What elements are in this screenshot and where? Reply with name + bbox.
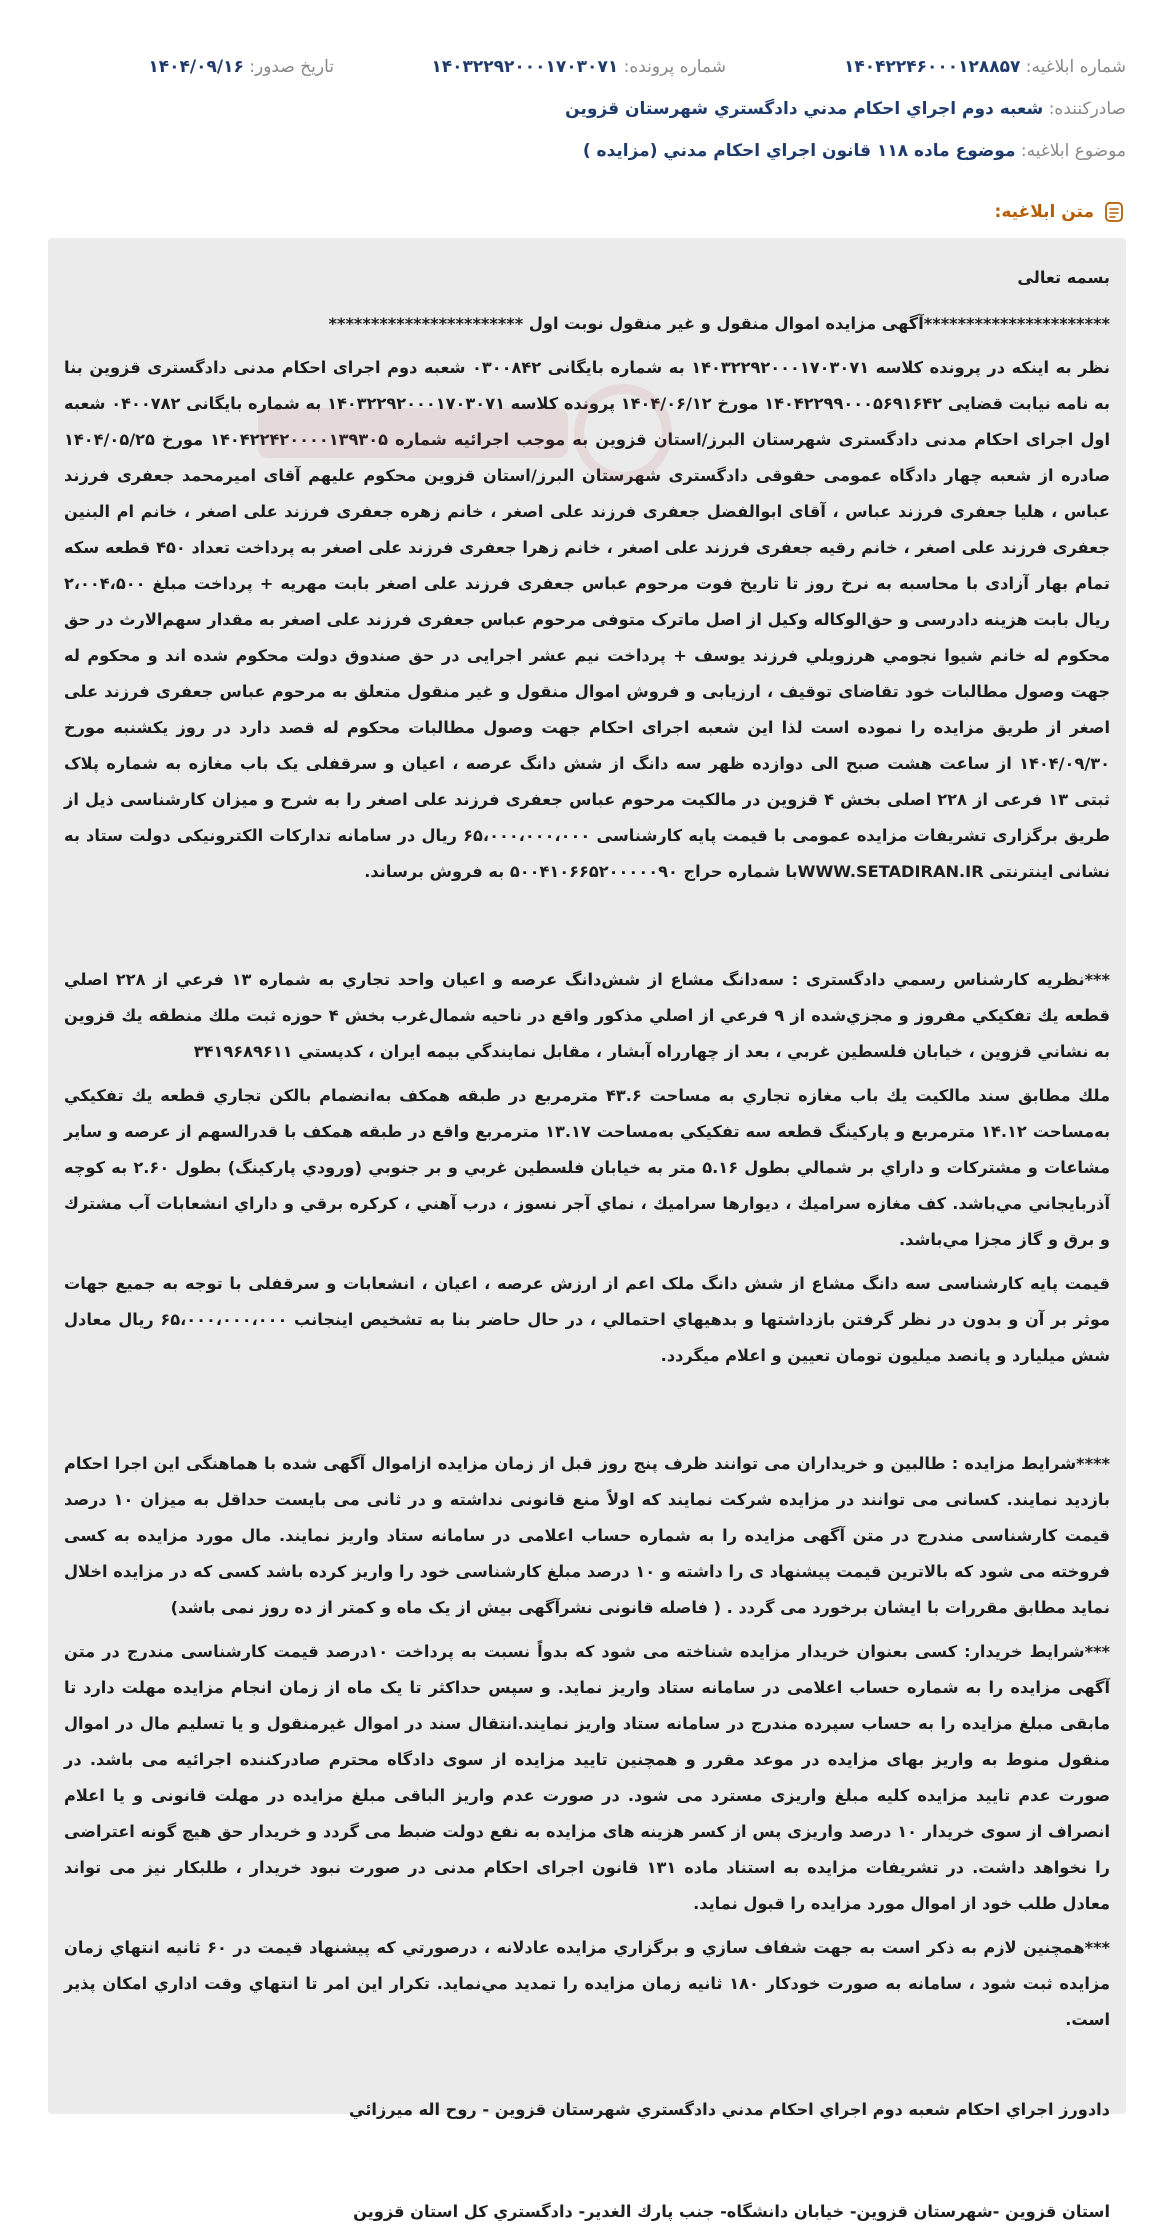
notice-number-label: شماره ابلاغیه: [1025,57,1126,77]
subject-value: موضوع ماده ۱۱۸ قانون اجراي احکام مدني (مزایده ) [582,141,1016,161]
body-paragraph: **********************آگهی مزایده اموال منقول و غیر منقول نوبت اول *********************** [328,314,1110,333]
body-paragraph: ***شرایط خریدار: کسی بعنوان خریدار مزایده شناخته می شود که بدواً نسبت به پرداخت ۱۰درصد قیمت کارشناسی مندرج در متن آگهی مزایده را به شماره حساب اعلامی در سامانه ستاد واریز نماید. و سپس حداکثر تا یک ماه از زمان انجام مزایده مهلت دارد تا مابقی مبلغ مزایده را به حساب سپرده مندرج در سامانه ستاد واریز نمایند.انتقال سند در اموال غیرمنقول و یا تسلیم مال در اموال منقول منوط به واریز بهای مزایده در موعد مقرر و همچنین تایید مزایده از سوی دادگاه محترم صادرکننده اجرائیه می باشد. در صورت عدم تایید مزایده کلیه مبلغ واریزی مسترد می شود. در صورت عدم واریز الباقی مبلغ مزایده در مهلت قانونی و یا اعلام انصراف از سوی خریدار ۱۰ درصد واریزی پس از کسر هزینه های مزایده به نفع دولت ضبط می گردد و خریدار حق هیچ گونه اعتراضی را نخواهد داشت. در تشریفات مزایده به استناد ماده ۱۳۱ قانون اجرای احکام مدنی در صورت نبود خریدار ، طلبکار نیز می تواند معادل طلب خود از اموال مورد مزایده را قبول نماید. [64,1642,1110,1913]
issuer-value: شعبه دوم اجراي احكام مدني دادگستري شهرستان قزوين [565,99,1044,119]
case-number [431,56,726,78]
document-icon [1102,200,1126,224]
subject-row [48,140,1126,162]
issue-date-label: تاریخ صدور: [249,57,334,77]
signatory: دادورز اجراي احكام شعبه دوم اجراي احكام مدني دادگستري شهرستان قزوين - روح اله ميرزائي [348,2100,1110,2119]
issuer-label: صادرکننده: [1048,99,1126,119]
body-paragraph: ***همچنین لازم به ذکر است به جهت شفاف سازي و برگزاري مزايده عادلانه ، درصورتي كه پيشنهاد قيمت در ۶۰ ثانيه انتهاي زمان مزايده ثبت شود ، سامانه به صورت خودكار ۱۸۰ ثانيه زمان مزايده را تمديد مي‌نمايد. تكرار اين امر تا انتهاي وقت اداري امكان پذير است. [64,1938,1110,2029]
notice-number [844,56,1126,78]
section-title [995,200,1126,224]
body-paragraph: بسمه تعالی [1017,268,1110,287]
issuer-row [48,98,1126,120]
section-title-label: متن ابلاغیه: [994,202,1094,222]
body-paragraph: ****شرایط مزایده : طالبین و خریداران می توانند ظرف پنج روز قبل از زمان مزایده ازاموال آگهی شده با هماهنگی این اجرا احکام بازدید نمایند. کسانی می توانند در مزایده شرکت نمایند که اولاً منع قانونی نداشته و در ثانی می بایست حداقل به میزان ۱۰ درصد قیمت کارشناسی مندرج در متن آگهی مزایده را به شماره حساب اعلامی در سامانه ستاد واریز نمایند. مال مورد مزایده به کسی فروخته می شود که بالاترین قیمت پیشنهاد ی را داشته و ۱۰ درصد مبلغ کارشناسی خود را واریز کرده باشد کسی که در مزایده اخلال نماید مطابق مقررات با ایشان برخورد می گردد . ( فاصله قانونی نشرآگهی بیش از یک ماه و کمتر از ده روز نمی باشد) [64,1454,1111,1617]
body-paragraph: قيمت پايه كارشناسی سه دانگ مشاع از شش دانگ ملک اعم از ارزش عرصه ، اعيان ، انشعابات و سرقفلی با توجه به جميع جهات موثر بر آن و بدون در نظر گرفتن بازداشتها و بدهيهاي احتمالي ، در حال حاضر بنا به تشخيص اينجانب ۶۵،۰۰۰،۰۰۰،۰۰۰ ريال معادل شش ميليارد و پانصد ميليون تومان تعيين و اعلام ميگردد. [64,1274,1110,1365]
issue-date [148,56,334,78]
notice-number-value: ۱۴۰۴۲۲۴۶۰۰۰۱۲۸۸۵۷ [843,57,1021,77]
notice-meta-row [48,56,1126,82]
subject-label: موضوع ابلاغیه: [1020,141,1126,161]
case-number-label: شماره پرونده: [623,57,726,77]
body-paragraph: نظر به اینکه در پرونده کلاسه ۱۴۰۳۲۲۹۲۰۰۰۱۷۰۳۰۷۱ به شماره بایگانی ۰۳۰۰۸۴۲ شعبه دوم اجرای احکام مدنی دادگستری قزوین بنا به نامه نیابت قضایی ۱۴۰۴۲۲۹۹۰۰۰۵۶۹۱۶۴۲ مورخ ۱۴۰۴/۰۶/۱۲ پرونده کلاسه ۱۴۰۳۲۲۹۲۰۰۰۱۷۰۳۰۷۱ به شماره بایگانی ۰۴۰۰۷۸۲ شعبه اول اجرای احکام مدنی دادگستری شهرستان البرز/استان قزوین به موجب اجرائیه شماره ۱۴۰۴۲۲۴۲۰۰۰۰۱۳۹۳۰۵ مورخ ۱۴۰۴/۰۵/۲۵ صادره از شعبه چهار دادگاه عمومی حقوقی دادگستری شهرستان البرز/استان قزوین محکوم علیهم آقای امیرمحمد جعفری فرزند عباس ، هلیا جعفری فرزند عباس ، آقای ابوالفضل جعفری فرزند علی اصغر ، خانم زهره جعفری فرزند علی اصغر ، خانم ام البنین جعفری فرزند علی اصغر ، خانم رقیه جعفری فرزند علی اصغر ، خانم زهرا جعفری فرزند علی اصغر به پرداخت تعداد ۴۵۰ قطعه سکه تمام بهار آزادی با محاسبه به نرخ روز تا تاریخ فوت مرحوم عباس جعفری فرزند علی اصغر بابت مهریه + پرداخت مبلغ ۲،۰۰۴،۵۰۰ ریال بابت هزینه دادرسی و حق‌الوکاله وکیل از اصل ماترک متوفی مرحوم عباس جعفری فرزند علی اصغر به مقدار سهم‌الارث در حق محکوم له خانم شیوا نجومي هرزويلي فرزند یوسف + پرداخت نیم عشر اجرایی در حق صندوق دولت محکوم شده اند و محکوم له جهت وصول مطالبات خود تقاضای توقیف ، ارزیابی و فروش اموال منقول و غیر منقول متعلق به مرحوم عباس جعفری فرزند علی اصغر از طریق مزایده را نموده است لذا این شعبه اجرای احکام جهت وصول مطالبات محکوم له قصد دارد در روز یکشنبه مورخ ۱۴۰۴/۰۹/۳۰ از ساعت هشت صبح الی دوازده ظهر سه دانگ از شش دانگ عرصه ، اعیان و سرقفلی یک باب مغازه به شماره پلاک ثبتی ۱۳ فرعی از ۲۲۸ اصلی بخش ۴ قزوین در مالکیت مرحوم عباس جعفری فرزند علی اصغر را به شرح و میزان کارشناسی ذیل از طریق برگزاری تشریفات مزایده عمومی با قیمت پایه کارشناسی ۶۵،۰۰۰،۰۰۰،۰۰۰ ریال در سامانه تدارکات الکترونیکی دولت ستاد به نشانی اینترنتی WWW.SETADIRAN.IRبا شماره حراج ۵۰۰۴۱۰۶۶۵۲۰۰۰۰۰۹۰ به فروش برساند. [64,358,1111,881]
address: استان قزوين -شهرستان قزوين- خيابان دانشگاه- جنب پارك الغدير- دادگستري كل استان قزوين [353,2202,1110,2221]
issue-date-value: ۱۴۰۴/۰۹/۱۶ [148,57,244,77]
body-paragraph: ***نظريه کارشناس رسمي دادگستری : سه‌دانگ مشاع از شش‌دانگ عرصه و اعيان واحد تجاري به شماره ۱۳ فرعي از ۲۲۸ اصلي قطعه يك تفكيكي مفروز و مجزي‌شده از ۹ فرعي از اصلي مذكور واقع در ناحيه شمال‌غرب بخش ۴ حوزه ثبت ملك منطقه يك قزوين به نشاني قزوين ، خيابان فلسطين غربي ، بعد از چهارراه آبشار ، مقابل نمايندگي بيمه ايران ، كدپستي ۳۴۱۹۶۸۹۶۱۱ [64,970,1110,1061]
body-paragraph: ملك مطابق سند مالكيت يك باب مغازه تجاري به مساحت ۴۳.۶ مترمربع در طبقه همكف به‌انضمام بالكن تجاري قطعه يك تفكيكي به‌مساحت ۱۴.۱۲ مترمربع و پاركينگ قطعه سه تفكيكي به‌مساحت ۱۳.۱۷ مترمربع واقع در طبقه همكف با قدرالسهم از عرصه و ساير مشاعات و مشتركات و داراي بر شمالي بطول ۵.۱۶ متر به خيابان فلسطين غربي و بر جنوبي (ورودي پاركينگ) بطول ۲.۶۰ به كوچه آذربايجاني مي‌باشد. كف مغازه سراميك ، ديوارها سراميك ، نماي آجر نسوز ، درب آهني ، كركره برقي و داراي انشعابات آب مشترك و برق و گاز مجزا مي‌باشد. [64,1086,1111,1249]
case-number-value: ۱۴۰۳۲۲۹۲۰۰۰۱۷۰۳۰۷۱ [431,57,619,77]
notice-body [48,238,1126,2221]
